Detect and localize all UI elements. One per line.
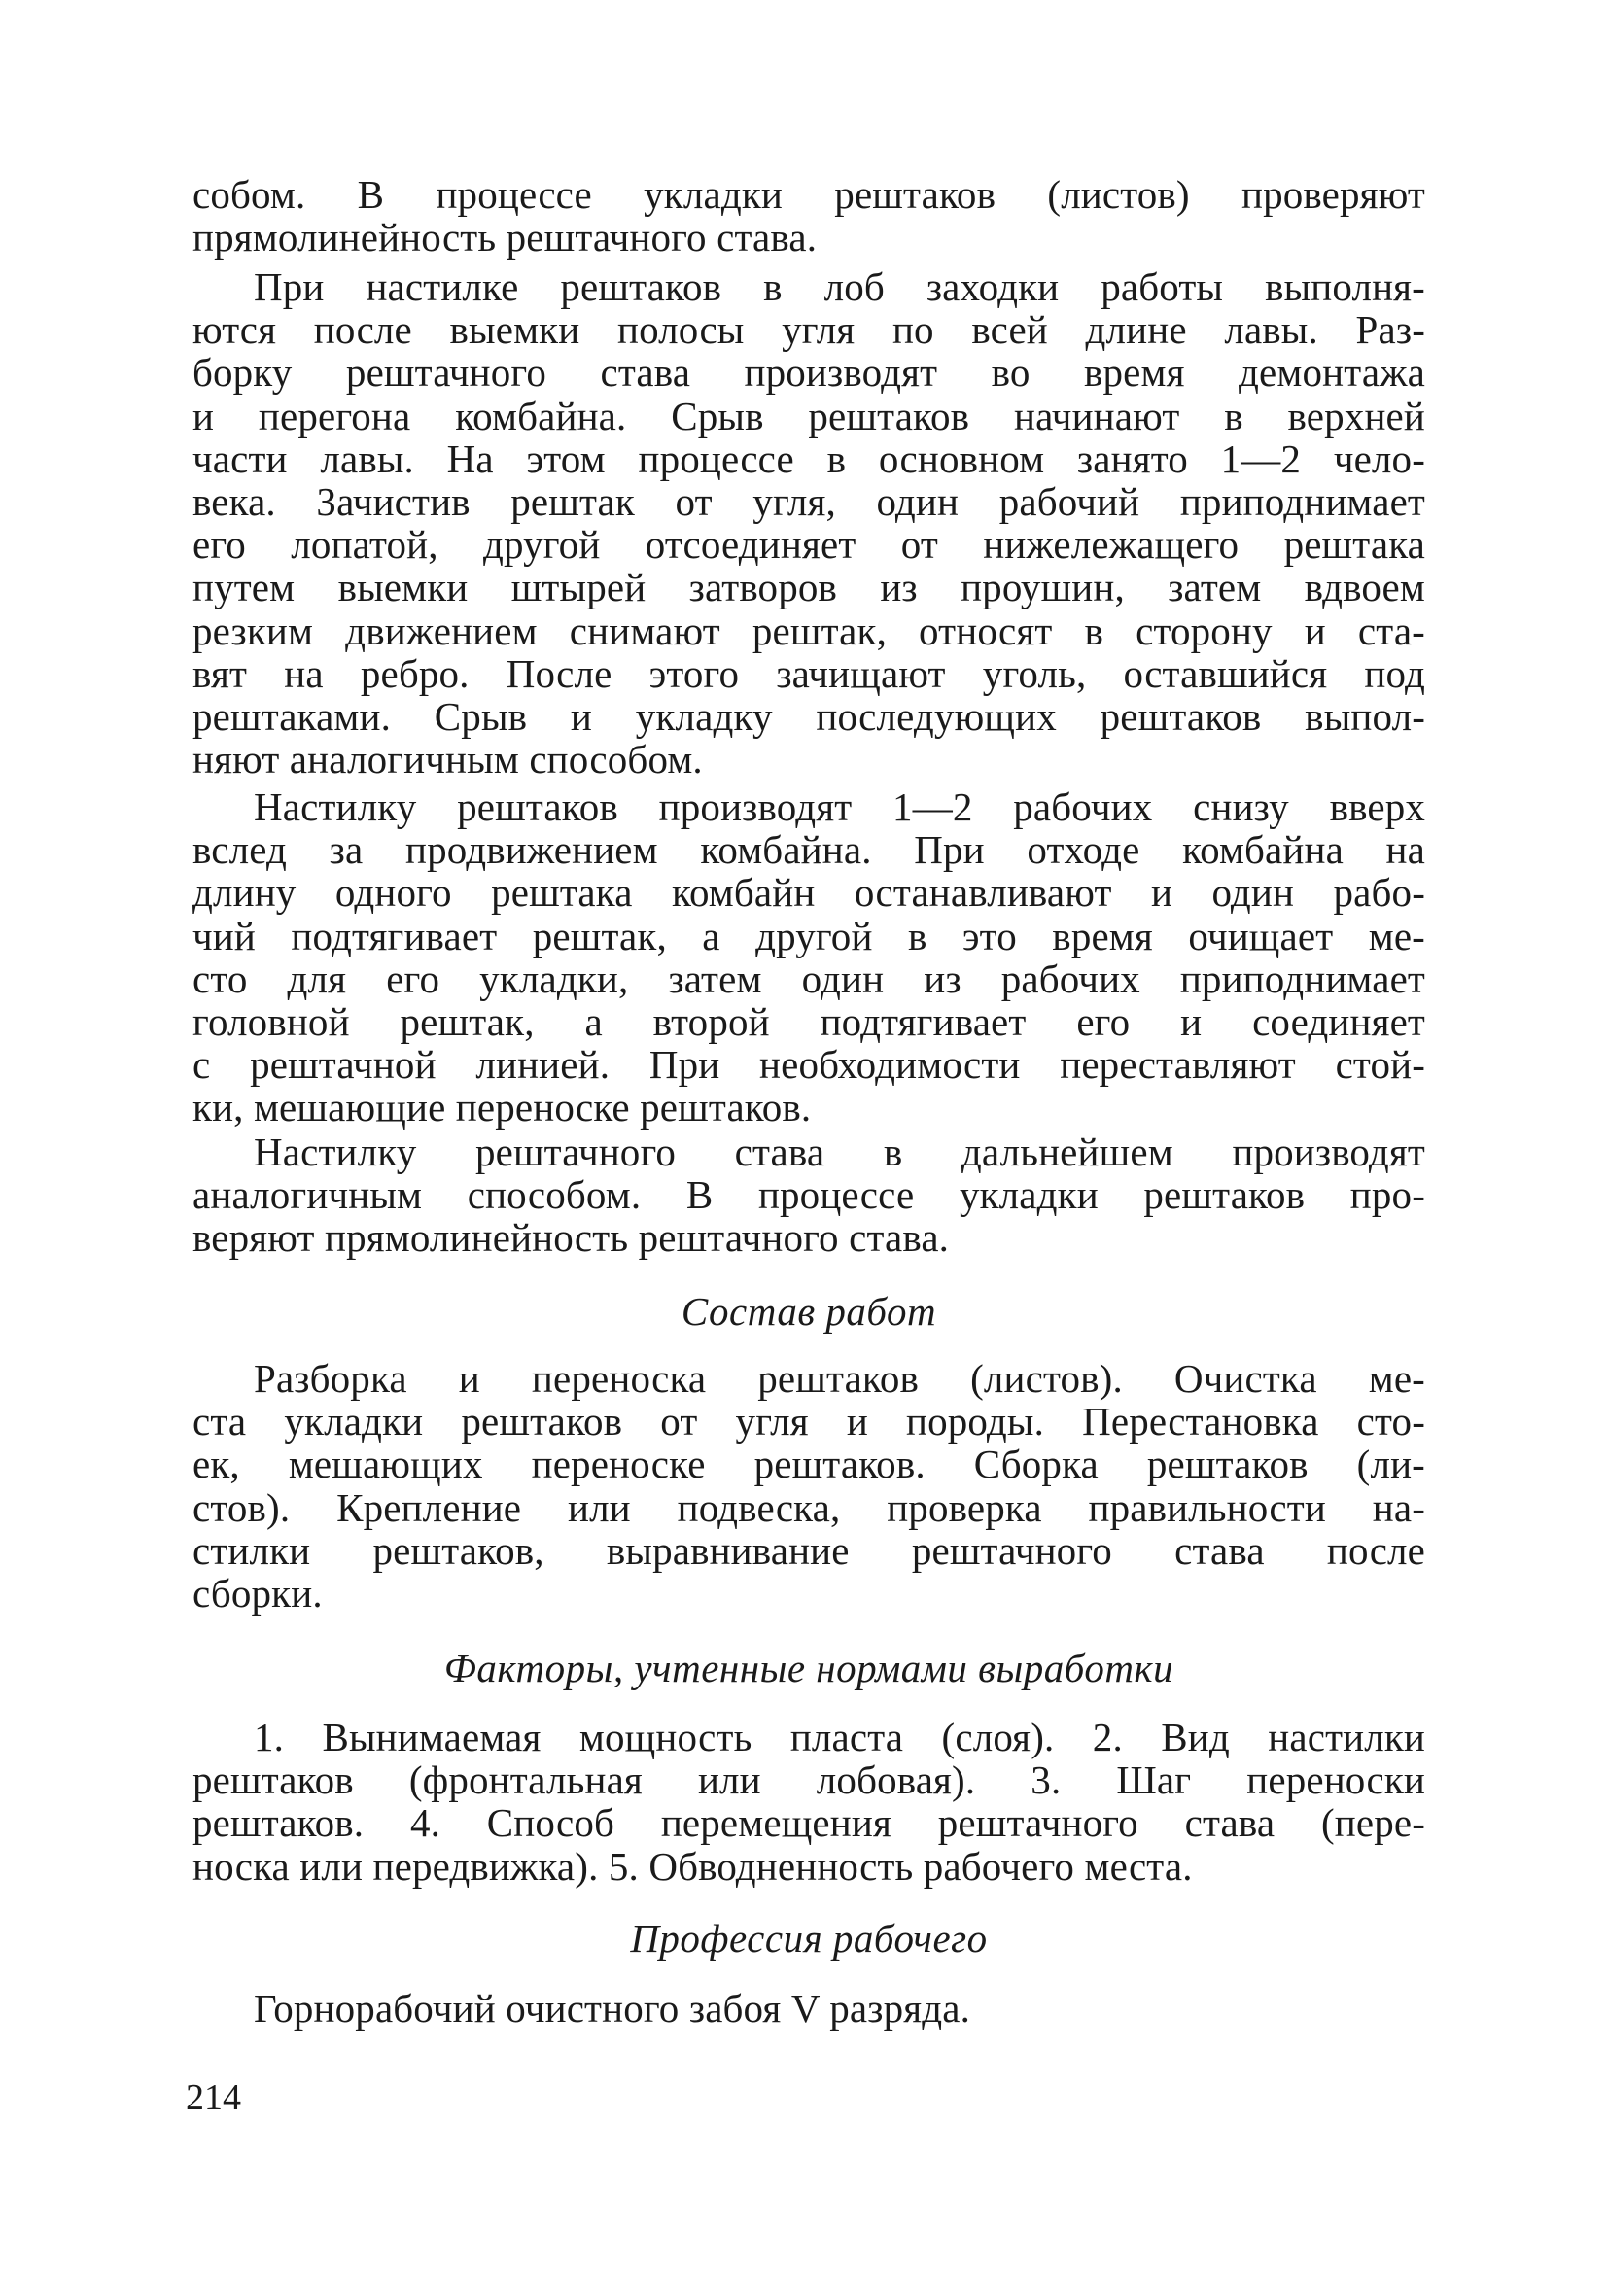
text-line: части лавы. На этом процессе в основном занято 1—2 чело- — [192, 435, 1425, 481]
text-line: 1. Вынимаемая мощность пласта (слоя). 2. Вид настилки — [254, 1715, 1425, 1759]
text-line: няют аналогичным способом. — [192, 737, 703, 783]
text-line: собом. В процессе укладки рештаков (листов) проверяют — [192, 172, 1425, 217]
text-line: Горнорабочий очистного забоя V разряда. — [254, 1986, 971, 2031]
text-line: рештаков (фронтальная или лобовая). 3. Шаг переноски — [192, 1757, 1425, 1803]
text-line: ки, мешающие переноске рештаков. — [192, 1085, 812, 1131]
text-line: аналогичным способом. В процессе укладки рештаков про- — [192, 1172, 1425, 1218]
text-line: путем выемки штырей затворов из проушин, затем вдвоем — [192, 565, 1425, 610]
text-line: резким движением снимают рештак, относят в сторону и ста- — [192, 608, 1425, 653]
text-line: вят на ребро. После этого зачищают уголь, оставшийся под — [192, 650, 1425, 696]
text-line: с рештачной линией. При необходимости переставляют стой- — [192, 1042, 1425, 1088]
paragraph-2 — [192, 265, 1425, 781]
text-line: рештаками. Срыв и укладку последующих рештаков выпол- — [192, 693, 1425, 739]
text-line: Настилку рештачного става в дальнейшем производят — [254, 1130, 1425, 1174]
text-line: Настилку рештаков производят 1—2 рабочих снизу вверх — [254, 784, 1425, 829]
text-line: носка или передвижка). 5. Обводненность рабочего места. — [192, 1843, 1193, 1889]
text-line: веряют прямолинейность рештачного става. — [192, 1215, 950, 1261]
text-line: ста укладки рештаков от угля и породы. Перестановка сто- — [192, 1399, 1425, 1444]
text-line: сборки. — [192, 1570, 323, 1616]
text-line: вслед за продвижением комбайна. При отходе комбайна на — [192, 827, 1425, 873]
text-line: и перегона комбайна. Срыв рештаков начинают в верхней — [192, 393, 1425, 438]
section-factors-body — [192, 1716, 1425, 1888]
section-profession-body — [192, 1987, 1425, 2030]
text-line: головной рештак, а второй подтягивает его и соединяет — [192, 998, 1425, 1044]
section-heading-profession: Профессия рабочего — [630, 1916, 988, 1961]
intro-paragraph — [192, 173, 1425, 259]
text-line: борку рештачного става производят во время демонтажа — [192, 350, 1425, 396]
text-line: стов). Крепление или подвеска, проверка правильности на- — [192, 1484, 1425, 1530]
section-heading-work: Состав работ — [681, 1289, 937, 1334]
page-number: 214 — [186, 2077, 241, 2118]
text-line: чий подтягивает рештак, а другой в это время очищает ме- — [192, 913, 1425, 958]
text-line: Разборка и переноска рештаков (листов). Очистка ме- — [254, 1356, 1425, 1401]
text-line: прямолинейность рештачного става. — [192, 215, 818, 261]
text-line: При настилке рештаков в лоб заходки работы выполня- — [254, 264, 1425, 309]
text-line: ются после выемки полосы угля по всей длине лавы. Раз- — [192, 307, 1425, 353]
text-line: рештаков. 4. Способ перемещения рештачного става (пере- — [192, 1800, 1425, 1846]
text-line: сто для его укладки, затем один из рабочих приподнимает — [192, 956, 1425, 1001]
text-line: его лопатой, другой отсоединяет от нижележащего рештака — [192, 522, 1425, 568]
text-line: ек, мешающих переноске рештаков. Сборка рештаков (ли- — [192, 1442, 1425, 1487]
text-line: длину одного рештака комбайн останавливают и один рабо- — [192, 870, 1425, 916]
paragraph-3 — [192, 785, 1425, 1130]
text-line: века. Зачистив рештак от угля, один рабочий приподнимает — [192, 478, 1425, 524]
section-heading-factors: Факторы, учтенные нормами выработки — [443, 1646, 1174, 1690]
document-page — [192, 173, 1425, 2117]
text-line: стилки рештаков, выравнивание рештачного става после — [192, 1527, 1425, 1573]
paragraph-4 — [192, 1131, 1425, 1260]
section-work-body — [192, 1357, 1425, 1615]
